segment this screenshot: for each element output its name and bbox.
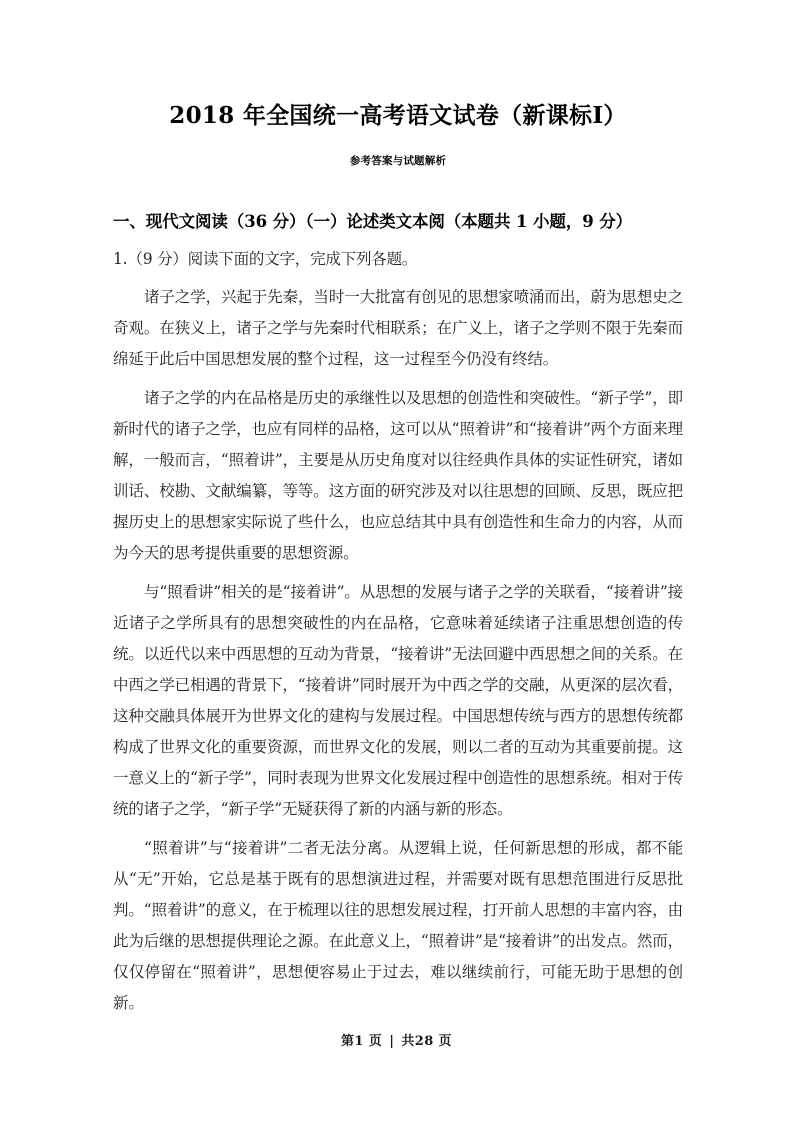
body-paragraph: “照着讲”与“接着讲”二者无法分离。从逻辑上说，任何新思想的形成，都不能从“无”开始，它总是基于既有的思想演进过程，并需要对既有思想范围进行反思批判。“照着讲”的意义，在于梳理以往的思想发展过程，打开前人思想的丰富内容，由此为后继的思想提供理论之源。在此意义上，“照着讲”是“接着讲”的出发点。然而，仅仅停留在“照着讲”，思想便容易止于过去，难以继续前行，可能无助于思想的创新。 bbox=[113, 838, 683, 1012]
body-paragraph: 诸子之学的内在品格是历史的承继性以及思想的创造性和突破性。“新子学”，即新时代的诸子之学，也应有同样的品格，这可以从“照着讲”和“接着讲”两个方面来理解，一般而言，“照着讲”，主要是从历史角度对以往经典作具体的实证性研究，诸如训话、校勘、文献编纂，等等。这方面的研究涉及对以往思想的回顾、反思，既应把握历史上的思想家实际说了些什么，也应总结其中具有创造性和生命力的内容，从而为今天的思考提供重要的思想资源。 bbox=[113, 388, 683, 562]
footer-separator: | bbox=[389, 1034, 395, 1049]
page-subtitle: 参考答案与试题解析 bbox=[349, 155, 447, 168]
page-content bbox=[113, 0, 683, 1019]
footer-current-page: 第1 页 bbox=[341, 1034, 383, 1049]
footer-total-pages: 共28 页 bbox=[401, 1034, 452, 1049]
section-heading: 一、现代文阅读（36 分）（一）论述类文本阅（本题共 1 小题，9 分） bbox=[113, 212, 633, 232]
body-paragraph: 与“照看讲”相关的是“接着讲”。从思想的发展与诸子之学的关联看，“接着讲”接近诸子之学所具有的思想突破性的内在品格，它意味着延续诸子注重思想创造的传统。以近代以来中西思想的互动为背景，“接着讲”无法回避中西思想之间的关系。在中西之学已相遇的背景下，“接着讲”同时展开为中西之学的交融，从更深的层次看，这种交融具体展开为世界文化的建构与发展过程。中国思想传统与西方的思想传统都构成了世界文化的重要资源，而世界文化的发展，则以二者的互动为其重要前提。这一意义上的“新子学”，同时表现为世界文化发展过程中创造性的思想系统。相对于传统的诸子之学，“新子学”无疑获得了新的内涵与新的形态。 bbox=[113, 582, 683, 818]
body-paragraph: 诸子之学，兴起于先秦，当时一大批富有创见的思想家喷涌而出，蔚为思想史之奇观。在狭义上，诸子之学与先秦时代相联系；在广义上，诸子之学则不限于先秦而绵延于此后中国思想发展的整个过程，这一过程至今仍没有终结。 bbox=[113, 287, 683, 368]
question-prompt: 1.（9 分）阅读下面的文字，完成下列各题。 bbox=[113, 249, 418, 268]
page-title: 2018 年全国统一高考语文试卷（新课标I） bbox=[169, 102, 627, 129]
page-footer bbox=[0, 1030, 793, 1049]
